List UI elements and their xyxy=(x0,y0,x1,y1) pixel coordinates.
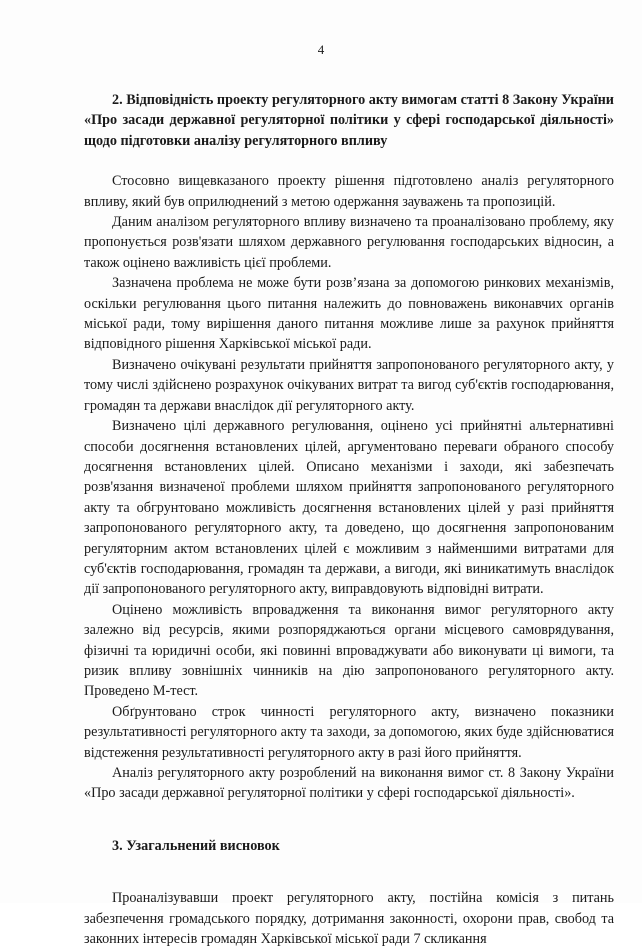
section-2-paragraph-7: Обґрунтовано строк чинності регуляторного акту, визначено показники результативності регуляторного акту та заходи, за допомогою, яких буде здійснюватися відстеження результативності регуляторного акту в разі його прийняття. xyxy=(84,703,614,761)
section-2-paragraph-1: Стосовно вищевказаного проекту рішення підготовлено аналіз регуляторного впливу, який був оприлюднений з метою одержання зауважень та пропозицій. xyxy=(84,173,614,210)
section-3-paragraph-1: Проаналізувавши проект регуляторного акту, постійна комісія з питань забезпечення громадського порядку, дотримання законності, охорони прав, свобод та законних інтересів громадян Харківської міської ради 7 скликання xyxy=(84,890,614,948)
document-body xyxy=(84,90,614,949)
section-2-paragraph-4: Визначено очікувані результати прийняття запропонованого регуляторного акту, у тому числі здійснено розрахунок очікуваних витрат та вигод суб'єктів господарювання, громадян та держави внаслідок дії регуляторного акту. xyxy=(84,356,614,414)
section-2-paragraph-5: Визначено цілі державного регулювання, оцінено усі прийнятні альтернативні способи досягнення встановлених цілей, аргументовано переваги обраного способу досягнення встановлених цілей. Описано механізми і заходи, які забезпечать розв'язання визначеної проблеми шляхом прийняття запропонованого регуляторного акту та обгрунтовано можливість досягнення встановлених цілей у разі прийняття запропонованого регуляторного акту, та доведено, що досягнення запропонованим регуляторним актом встановлених цілей є можливим з найменшими витратами для суб'єктів господарювання, громадян та держави, а вигоди, які виникатимуть внаслідок дії запропонованого регуляторного акту, виправдовують відповідні витрати. xyxy=(84,418,614,598)
section-2-paragraph-2: Даним аналізом регуляторного впливу визначено та проаналізовано проблему, яку пропонується розв'язати шляхом державного регулювання господарських відносин, а також оцінено важливість цієї проблеми. xyxy=(84,214,614,271)
section-2-heading: 2. Відповідність проекту регуляторного акту вимогам статті 8 Закону України «Про засади державної регуляторної політики у сфері господарської діяльності» щодо підготовки аналізу регуляторного впливу xyxy=(84,92,614,149)
section-2-paragraph-6: Оцінено можливість впровадження та виконання вимог регуляторного акту залежно від ресурсів, якими розпоряджаються органи місцевого самоврядування, фізичні та юридичні особи, які повинні впроваджувати або виконувати ці вимоги, та ризик впливу зовнішніх чинників на дію запропонованого регуляторного акту. Проведено М-тест. xyxy=(84,601,614,700)
page-number: 4 xyxy=(317,42,325,57)
section-3-heading: 3. Узагальнений висновок xyxy=(112,837,280,854)
section-2-paragraph-3: Зазначена проблема не може бути розв’язана за допомогою ринкових механізмів, оскільки регулювання цього питання належить до повноважень виконавчих органів міської ради, тому вирішення даного питання можливе лише за рахунок прийняття відповідного рішення Харківської міської ради. xyxy=(84,275,614,353)
section-2-paragraph-8: Аналіз регуляторного акту розроблений на виконання вимог ст. 8 Закону України «Про засади державної регуляторної політики у сфері господарської діяльності». xyxy=(84,765,614,802)
